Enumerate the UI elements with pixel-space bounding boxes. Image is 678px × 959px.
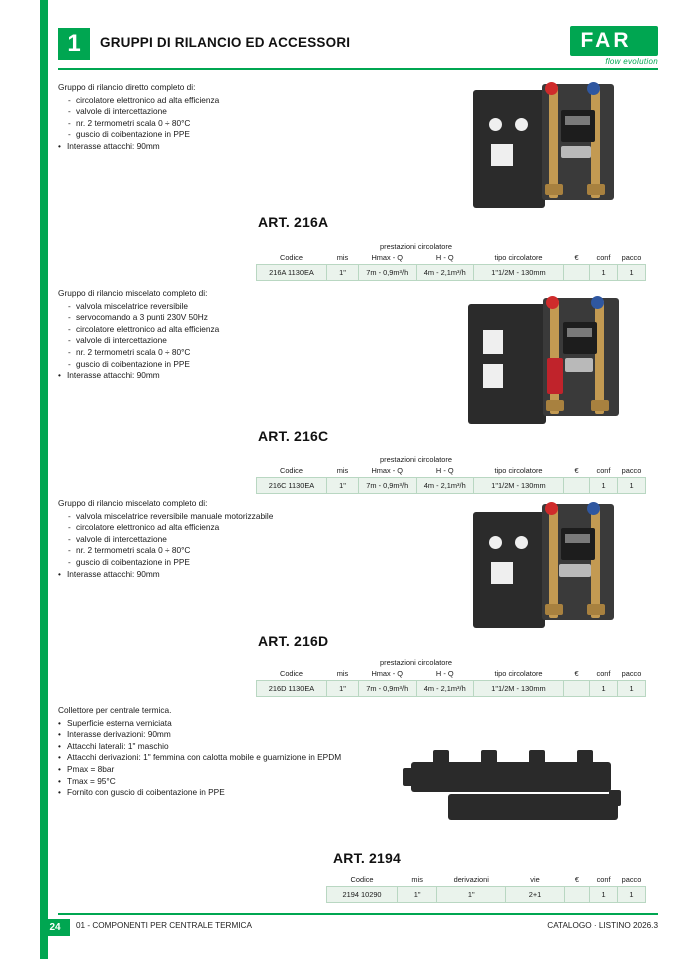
table-row	[257, 478, 646, 494]
spec-table-216a	[256, 240, 646, 281]
cell-conf: 1	[590, 887, 618, 903]
cell-tipo: 1"1/2M - 130mm	[474, 681, 564, 697]
description-bullet-list	[58, 370, 358, 382]
page-number-badge: 24	[40, 919, 70, 936]
cell-h-q: 4m - 2,1m³/h	[416, 681, 474, 697]
col-header-pacco: pacco	[621, 669, 642, 678]
col-header-euro: €	[574, 875, 580, 884]
table-header-row	[257, 251, 646, 265]
product-image-216c	[423, 296, 658, 426]
description-dash-list	[66, 301, 358, 371]
cell-euro	[564, 681, 590, 697]
product-image-2194	[403, 740, 653, 840]
description-216a	[58, 82, 358, 153]
col-header-mis: mis	[336, 253, 349, 262]
cell-mis: 1"	[327, 681, 359, 697]
product-image-216d	[423, 500, 658, 630]
cell-hmax-q: 7m - 0,9m³/h	[359, 478, 417, 494]
col-header-conf: conf	[596, 466, 611, 475]
list-item: - nr. 2 termometri scala 0 ÷ 80°C	[66, 545, 358, 557]
page-content	[49, 0, 658, 959]
cell-mis: 1"	[327, 265, 359, 281]
cell-conf: 1	[590, 681, 618, 697]
list-item: - valvola miscelatrice reversibile	[66, 301, 358, 313]
col-header-hmax-q: Hmax - Q	[371, 466, 404, 475]
cell-pacco: 1	[617, 887, 645, 903]
article-title-2194: ART. 2194	[333, 850, 401, 866]
cell-codice: 216D 1130EA	[257, 681, 327, 697]
cell-tipo: 1"1/2M - 130mm	[474, 478, 564, 494]
table-header-group-row	[257, 656, 646, 667]
description-lead: Gruppo di rilancio diretto completo di:	[58, 82, 196, 92]
col-header-h-q: H - Q	[435, 466, 454, 475]
cell-mis: 1"	[398, 887, 437, 903]
cell-codice: 2194 10290	[327, 887, 398, 903]
list-item: - circolatore elettronico ad alta efficienza	[66, 95, 358, 107]
col-header-pacco: pacco	[621, 466, 642, 475]
col-header-prestazioni: prestazioni circolatore	[380, 455, 452, 464]
list-item: - circolatore elettronico ad alta efficienza	[66, 522, 358, 534]
list-item: - valvole di intercettazione	[66, 106, 358, 118]
table-header-group-row	[257, 240, 646, 251]
col-header-vie: vie	[530, 875, 540, 884]
table-header-row	[257, 667, 646, 681]
footer-right-text: CATALOGO · LISTINO 2026.3	[547, 921, 658, 930]
list-item: • Attacchi laterali: 1" maschio	[58, 741, 398, 753]
cell-codice: 216A 1130EA	[257, 265, 327, 281]
col-header-euro: €	[574, 253, 579, 262]
col-header-derivazioni: derivazioni	[453, 875, 489, 884]
article-title-216c: ART. 216C	[258, 428, 329, 444]
description-bullet-list	[58, 718, 398, 799]
cell-hmax-q: 7m - 0,9m³/h	[359, 265, 417, 281]
table-header-row	[327, 873, 646, 887]
chapter-number-badge: 1	[58, 28, 90, 60]
header-divider	[58, 68, 658, 70]
description-bullet-list	[58, 569, 358, 581]
list-item: - circolatore elettronico ad alta efficienza	[66, 324, 358, 336]
description-dash-list	[66, 95, 358, 141]
footer-left-text: 01 - COMPONENTI PER CENTRALE TERMICA	[76, 921, 252, 930]
col-header-h-q: H - Q	[435, 669, 454, 678]
col-header-prestazioni: prestazioni circolatore	[380, 658, 452, 667]
col-header-hmax-q: Hmax - Q	[371, 669, 404, 678]
col-header-tipo: tipo circolatore	[494, 253, 543, 262]
col-header-pacco: pacco	[621, 253, 642, 262]
col-header-hmax-q: Hmax - Q	[371, 253, 404, 262]
col-header-h-q: H - Q	[435, 253, 454, 262]
logo-text: FAR	[580, 29, 632, 52]
list-item: • Tmax = 95°C	[58, 776, 398, 788]
list-item: - servocomando a 3 punti 230V 50Hz	[66, 312, 358, 324]
cell-conf: 1	[590, 265, 618, 281]
col-header-tipo: tipo circolatore	[494, 669, 543, 678]
list-item: • Attacchi derivazioni: 1" femmina con calotta mobile e guarnizione in EPDM	[58, 752, 398, 764]
cell-pacco: 1	[618, 478, 646, 494]
list-item: - guscio di coibentazione in PPE	[66, 557, 358, 569]
description-bullet-list	[58, 141, 358, 153]
far-logo	[562, 26, 658, 72]
article-title-216a: ART. 216A	[258, 214, 329, 230]
cell-conf: 1	[590, 478, 618, 494]
cell-derivazioni: 1"	[437, 887, 506, 903]
description-2194	[58, 705, 398, 799]
col-header-euro: €	[574, 466, 579, 475]
cell-pacco: 1	[618, 265, 646, 281]
description-lead: Gruppo di rilancio miscelato completo di:	[58, 498, 208, 508]
page-title: GRUPPI DI RILANCIO ED ACCESSORI	[100, 35, 351, 50]
list-item: - guscio di coibentazione in PPE	[66, 129, 358, 141]
cell-euro	[564, 887, 589, 903]
col-header-euro: €	[574, 669, 579, 678]
col-header-mis: mis	[336, 466, 349, 475]
list-item: - guscio di coibentazione in PPE	[66, 359, 358, 371]
footer-divider	[58, 913, 658, 915]
cell-tipo: 1"1/2M - 130mm	[474, 265, 564, 281]
cell-hmax-q: 7m - 0,9m³/h	[359, 681, 417, 697]
col-header-conf: conf	[596, 253, 611, 262]
col-header-mis: mis	[336, 669, 349, 678]
list-item: - valvole di intercettazione	[66, 335, 358, 347]
list-item: • Interasse derivazioni: 90mm	[58, 729, 398, 741]
product-image-216a	[423, 80, 658, 210]
table-header-row	[257, 464, 646, 478]
col-header-codice: Codice	[350, 875, 374, 884]
list-item: • Interasse attacchi: 90mm	[58, 569, 358, 581]
col-header-tipo: tipo circolatore	[494, 466, 543, 475]
list-item: - nr. 2 termometri scala 0 ÷ 80°C	[66, 347, 358, 359]
description-lead: Gruppo di rilancio miscelato completo di:	[58, 288, 208, 298]
table-header-group-row	[257, 453, 646, 464]
description-216c	[58, 288, 358, 382]
spec-table-216c	[256, 453, 646, 494]
table-row	[257, 265, 646, 281]
list-item: - valvola miscelatrice reversibile manuale motorizzabile	[66, 511, 358, 523]
list-item: - nr. 2 termometri scala 0 ÷ 80°C	[66, 118, 358, 130]
table-row	[257, 681, 646, 697]
col-header-codice: Codice	[279, 466, 303, 475]
list-item: • Superficie esterna verniciata	[58, 718, 398, 730]
cell-euro	[564, 478, 590, 494]
article-title-216d: ART. 216D	[258, 633, 329, 649]
spec-table-216d	[256, 656, 646, 697]
left-green-band	[40, 0, 48, 959]
logo-tagline: flow evolution	[605, 57, 658, 66]
col-header-conf: conf	[596, 875, 611, 884]
cell-mis: 1"	[327, 478, 359, 494]
cell-h-q: 4m - 2,1m³/h	[416, 478, 474, 494]
col-header-codice: Codice	[279, 669, 303, 678]
col-header-codice: Codice	[279, 253, 303, 262]
description-216d	[58, 498, 358, 580]
col-header-conf: conf	[596, 669, 611, 678]
col-header-mis: mis	[411, 875, 423, 884]
cell-h-q: 4m - 2,1m³/h	[416, 265, 474, 281]
spec-table-2194	[326, 873, 646, 903]
list-item: • Fornito con guscio di coibentazione in PPE	[58, 787, 398, 799]
list-item: - valvole di intercettazione	[66, 534, 358, 546]
cell-codice: 216C 1130EA	[257, 478, 327, 494]
list-item: • Interasse attacchi: 90mm	[58, 141, 358, 153]
cell-euro	[564, 265, 590, 281]
list-item: • Interasse attacchi: 90mm	[58, 370, 358, 382]
description-dash-list	[66, 511, 358, 569]
table-row	[327, 887, 646, 903]
col-header-pacco: pacco	[621, 875, 642, 884]
cell-vie: 2+1	[506, 887, 565, 903]
page-header	[58, 26, 658, 68]
cell-pacco: 1	[618, 681, 646, 697]
list-item: • Pmax = 8bar	[58, 764, 398, 776]
description-lead: Collettore per centrale termica.	[58, 705, 172, 715]
col-header-prestazioni: prestazioni circolatore	[380, 242, 452, 251]
